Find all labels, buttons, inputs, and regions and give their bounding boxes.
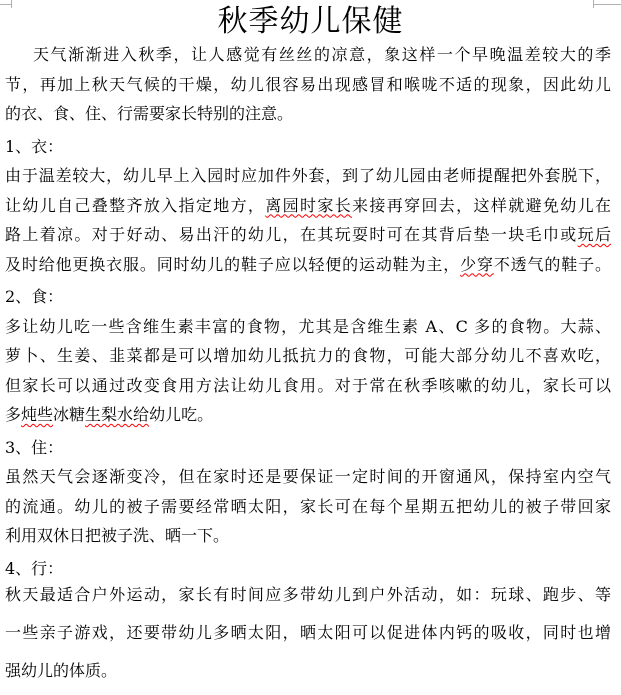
text-run: 4、行： [5, 558, 64, 578]
section-heading [5, 282, 611, 312]
text-run: 幼儿吃。 [149, 405, 214, 424]
text-run: 节，再加上秋天气候的干燥，幼儿很容易出现感冒和喉咙不适的现象，因此幼儿 [5, 74, 611, 94]
text-line [5, 312, 611, 342]
document-body [0, 40, 621, 690]
text-run: 2、食： [5, 287, 64, 306]
misspelled-text: 炖些 [21, 405, 54, 424]
text-run: 一些亲子游戏，还要带幼儿多晒太阳，晒太阳可以促进体内钙的吸收，同时也增 [5, 623, 611, 642]
text-run: 秋天最适合户外运动，家长有时间应多带幼儿到户外活动，如：玩球、跑步、等 [5, 585, 611, 604]
text-line [5, 400, 611, 430]
text-line [5, 614, 611, 652]
text-run: 由于温差较大，幼儿早上入园时应加件外套，到了幼儿园由老师提醒把外套脱下， [5, 166, 611, 185]
section-heading [5, 433, 611, 463]
text-run: 多 [5, 405, 22, 424]
text-line [5, 462, 611, 492]
text-run: 但家长可以通过改变食用方法让幼儿食用。对于常在秋季咳嗽的幼儿，家长可以 [5, 375, 611, 395]
text-line [5, 99, 611, 129]
text-line [5, 161, 611, 191]
misspelled-text: 离园时家长 [265, 195, 353, 215]
text-run: 路上着凉。对于好动、易出汗的幼儿，在其玩耍时可在其背后垫一块毛巾或 [5, 225, 578, 244]
text-run: 让幼儿自己叠整齐放入指定地方， [5, 195, 266, 215]
paragraph [5, 576, 611, 690]
text-run: 3、住： [5, 437, 64, 457]
text-run: 天气渐渐进入秋季，让人感觉有丝丝的凉意，象这样一个早晚温差较大的季 [33, 45, 611, 64]
text-run: 萝卜、生姜、韭菜都是可以增加幼儿抵抗力的食物，可能大部分幼儿不喜欢吃， [5, 346, 611, 365]
text-line [5, 132, 611, 162]
text-boundary-mark-top-right-vertical [593, 0, 594, 8]
text-run: 的衣、食、住、行需要家长特别的注意。 [5, 104, 294, 123]
paragraph [5, 40, 611, 129]
section-heading [5, 132, 611, 162]
text-line [5, 341, 611, 371]
text-line [5, 40, 611, 70]
text-boundary-mark-top-left-vertical [11, 0, 12, 8]
text-line [5, 282, 611, 312]
text-run: 多让幼儿吃一些含维生素丰富的食物，尤其是含维生素 A、C 多的食物。大蒜、 [5, 316, 611, 336]
text-line [5, 70, 611, 100]
text-run: 及时给他更换衣服。同时幼儿的鞋子应以轻便的运动鞋为主， [5, 254, 461, 274]
text-line [5, 492, 611, 522]
paragraph [5, 161, 611, 279]
text-line [5, 652, 611, 690]
text-run: 1、衣： [5, 136, 64, 156]
document-title: 秋季幼儿保健 [217, 4, 404, 39]
text-boundary-mark-top-right-horizontal [593, 4, 621, 5]
text-run: 不透气的鞋子。 [493, 254, 611, 274]
text-run: 利用双休日把被子洗、晒一下。 [5, 526, 230, 545]
misspelled-text: 玩后 [577, 225, 611, 244]
text-run: 的流通。幼儿的被子需要经常晒太阳，家长可在每个星期五把幼儿的被子带回家 [5, 496, 611, 516]
text-line [5, 191, 611, 221]
text-line [5, 433, 611, 463]
paragraph [5, 462, 611, 551]
misspelled-text: 生梨水给 [85, 405, 150, 424]
text-run: 强幼儿的体质。 [5, 661, 118, 680]
text-line [5, 371, 611, 401]
text-run: 来接再穿回去，这样就避免幼儿在 [352, 195, 611, 215]
text-line [5, 220, 611, 250]
text-line [5, 250, 611, 280]
text-line [5, 576, 611, 614]
misspelled-text: 少穿 [460, 254, 494, 274]
text-run: 虽然天气会逐渐变冷，但在家时还是要保证一定时间的开窗通风，保持室内空气 [5, 467, 611, 486]
text-run: 冰糖 [53, 405, 86, 424]
text-line [5, 521, 611, 551]
paragraph [5, 312, 611, 430]
